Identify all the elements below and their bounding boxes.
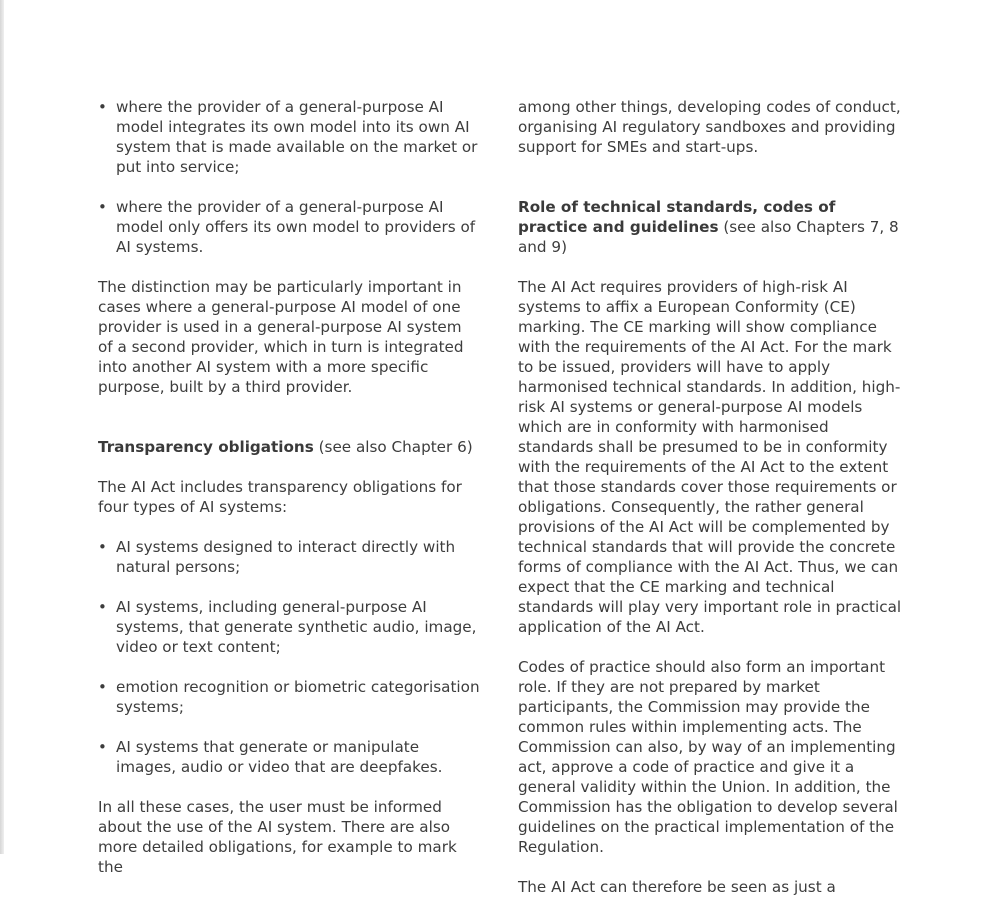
list-item	[98, 197, 480, 257]
list-item	[98, 597, 480, 657]
list-item	[98, 537, 480, 577]
bullet-icon: •	[98, 198, 107, 216]
transparency-intro: The AI Act includes transparency obligations for four types of AI systems:	[98, 478, 462, 516]
list-item-text: emotion recognition or biometric categorisation systems;	[116, 678, 480, 716]
heading-bold-text: Transparency obligations	[98, 438, 314, 456]
codes-of-practice-paragraph: Codes of practice should also form an important role. If they are not prepared by market participants, the Commission may provide the common rules within implementing acts. The Commission can also, by way of an implementing act, approve a code of practice and give it a general validity within the Union. In addition, the Commission has the obligation to develop several guidelines on the practical implementation of the Regulation.	[518, 658, 898, 856]
closing-paragraph: In all these cases, the user must be informed about the use of the AI system. There are also more detailed obligations, for example to mark the	[98, 798, 457, 876]
list-item-text: where the provider of a general-purpose AI model only offers its own model to providers of AI systems.	[116, 198, 476, 256]
left-column	[98, 97, 480, 877]
ce-marking-paragraph: The AI Act requires providers of high-risk AI systems to affix a European Conformity (CE) marking. The CE marking will show compliance with the requirements of the AI Act. For the mark to be issued, providers will have to apply harmonised technical standards. In addition, high-risk AI systems or general-purpose AI models which are in conformity with harmonised standards shall be presumed to be in conformity with the requirements of the AI Act to the extent that those standards cover those requirements or obligations. Consequently, the rather general provisions of the AI Act will be complemented by technical standards that will provide the concrete forms of compliance with the AI Act. Thus, we can expect that the CE marking and technical standards will play very important role in practical application of the AI Act.	[518, 278, 902, 636]
right-column	[518, 97, 906, 897]
list-item-text: where the provider of a general-purpose AI model integrates its own model into its own AI system that is made available on the market or put into service;	[116, 98, 478, 176]
bullet-icon: •	[98, 538, 107, 556]
heading-reference: (see also Chapters 7, 8 and 9)	[518, 218, 899, 256]
list-item	[98, 97, 480, 177]
list-item-text: AI systems that generate or manipulate images, audio or video that are deepfakes.	[116, 738, 443, 776]
conclusion-paragraph: The AI Act can therefore be seen as just a	[518, 878, 836, 896]
bullet-icon: •	[98, 738, 107, 756]
distinction-paragraph: The distinction may be particularly important in cases where a general-purpose AI model of one provider is used in a general-purpose AI system of a second provider, which in turn is integrated into another AI system with a more specific purpose, built by a third provider.	[98, 278, 464, 396]
heading-reference: (see also Chapter 6)	[313, 438, 473, 456]
transparency-bullet-list	[98, 537, 480, 777]
transparency-heading	[98, 437, 480, 457]
standards-heading	[518, 197, 906, 257]
document-page	[4, 0, 991, 896]
list-item	[98, 677, 480, 717]
continuation-paragraph: among other things, developing codes of conduct, organising AI regulatory sandboxes and providing support for SMEs and start-ups.	[518, 98, 901, 156]
bullet-icon: •	[98, 98, 107, 116]
list-item	[98, 737, 480, 777]
list-item-text: AI systems, including general-purpose AI systems, that generate synthetic audio, image, video or text content;	[116, 598, 477, 656]
provider-bullet-list	[98, 97, 480, 257]
heading-bold-text: Role of technical standards, codes of practice and guidelines	[518, 198, 836, 236]
list-item-text: AI systems designed to interact directly with natural persons;	[116, 538, 456, 576]
bullet-icon: •	[98, 598, 107, 616]
bullet-icon: •	[98, 678, 107, 696]
